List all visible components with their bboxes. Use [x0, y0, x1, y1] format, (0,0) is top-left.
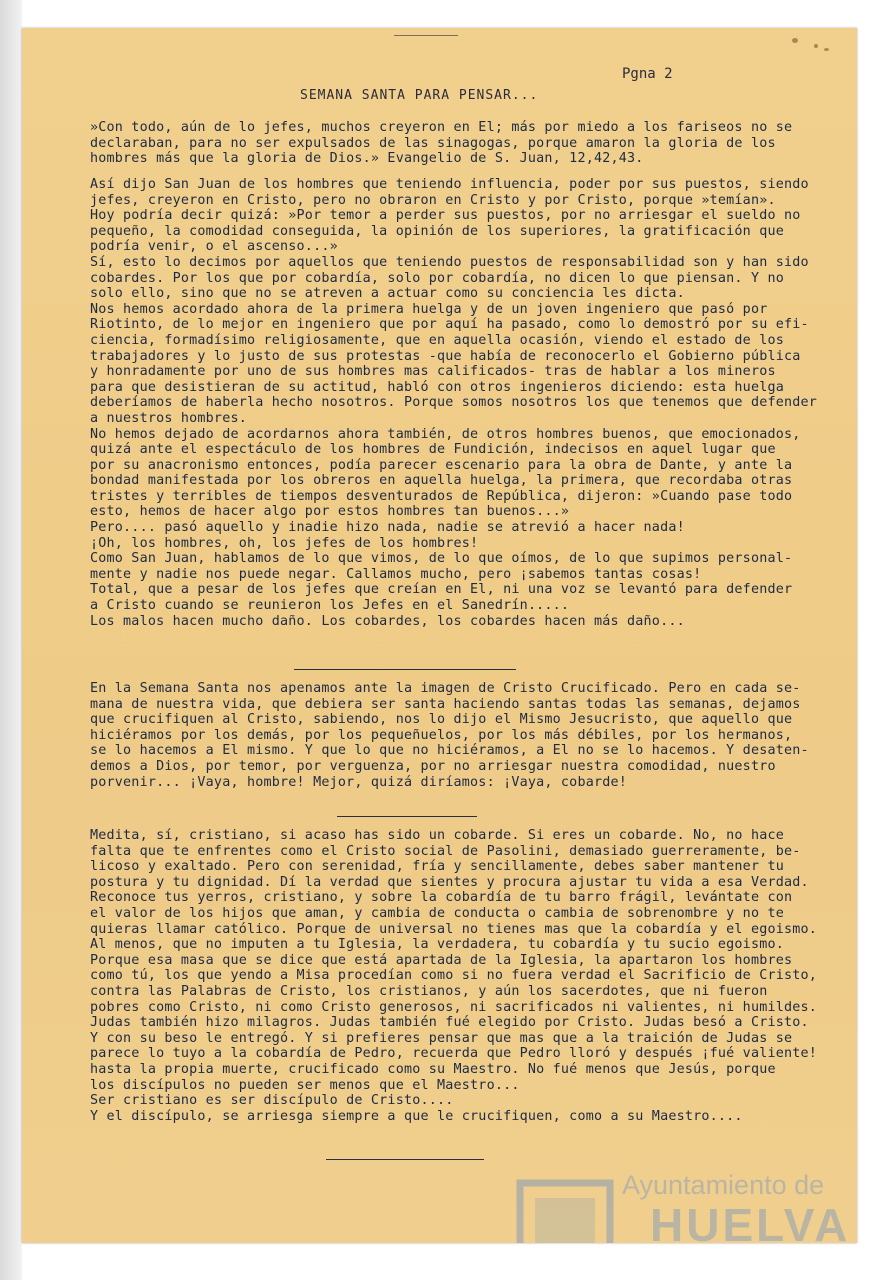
stain-mark: [814, 44, 818, 48]
top-mark: [394, 35, 458, 36]
section-divider: [326, 1159, 484, 1160]
section-divider: [337, 816, 477, 817]
document-page: [22, 28, 857, 1243]
scan-background-edge: [0, 0, 22, 1280]
city-seal-watermark-icon: [510, 1163, 620, 1243]
stain-mark: [824, 48, 829, 51]
section-divider: [294, 669, 516, 670]
page-number: Pgna 2: [622, 66, 673, 82]
body-paragraph-holy-week: En la Semana Santa nos apenamos ante la imagen de Cristo Crucificado. Pero en cada se- mana de nuestra vida, que debiera ser santa haciendo santas todas las semanas, dejamos que crucifiquen al Cristo, sabiendo, nos lo dijo el Mismo Jesucristo, que aquello que hiciéramos por los demás, por los pequeñuelos, por los más débiles, por los hermanos, se lo hacemos a El mismo. Y que lo que no hiciéramos, a El no se lo hacemos. Y desaten- demos a Dios, por temor, por verguenza, por no arriesgar nuestra comodidad, nuestro porvenir... ¡Vaya, hombre! Mejor, quizá diríamos: ¡Vaya, cobarde!: [90, 681, 809, 790]
body-paragraph-cowards: Así dijo San Juan de los hombres que teniendo influencia, poder por sus puestos, siendo jefes, creyeron en Cristo, pero no obraron en Cristo y por Cristo, porque »temían». Hoy podría decir quizá: »Por temor a perder sus puestos, por no arriesgar el sueldo no pequeño, la comodidad conseguida, la opinión de los superiores, la gratificación que podría venir, o el ascenso...» Sí, esto lo decimos por aquellos que teniendo puestos de responsabilidad son y han sido cobardes. Por los que por cobardía, solo por cobardía, no dicen lo que piensan. Y no solo ello, sino que no se atreven a actuar como su conciencia les dicta. Nos hemos acordado ahora de la primera huelga y de un joven ingeniero que pasó por Riotinto, de lo mejor en ingeniero que por aquí ha pasado, como lo demostró por su efi- ciencia, formadísimo religiosamente, que en aquella ocasión, viendo el estado de los trabajadores y lo justo de sus protestas -que había de reconocerlo el Gobierno pública y honradamente por uno de sus hombres mas calificados- tras de hablar a los mineros para que desistieran de su actitud, habló con otros ingenieros diciendo: esta huelga deberíamos de haberla hecho nosotros. Porque somos nosotros los que tenemos que defender a nuestros hombres. No hemos dejado de acordarnos ahora también, de otros hombres buenos, que emocionados, quizá ante el espectáculo de los hombres de Fundición, indecisos en aquel lugar que por su anacronismo entonces, podía parecer escenario para la obra de Dante, y ante la bondad manifestada por los obreros en aquella huelga, la primera, que recordaba otras tristes y terribles de tiempos desventurados de República, dijeron: »Cuando pase todo esto, hemos de hacer algo por estos hombres tan buenos...» Pero.... pasó aquello y inadie hizo nada, nadie se atrevió a hacer nada! ¡Oh, los hombres, oh, los jefes de los hombres! Como San Juan, hablamos de lo que vimos, de lo que oímos, de lo que supimos personal- mente y nadie nos puede negar. Callamos mucho, pero ¡sabemos tantas cosas! Total, que a pesar de los jefes que creían en El, ni una voz se levantó para defender a Cristo cuando se reunieron los Jefes en el Sanedrín..... Los malos hacen mucho daño. Los cobardes, los cobardes hacen más daño...: [90, 177, 818, 629]
stain-mark: [792, 38, 798, 43]
watermark-line-1: Ayuntamiento de: [622, 1170, 825, 1200]
watermark-line-2: HUELVA: [650, 1199, 851, 1243]
body-paragraph-meditate: Medita, sí, cristiano, si acaso has sido un cobarde. Si eres un cobarde. No, no hace falta que te enfrentes como el Cristo social de Pasolini, demasiado guerreramente, be- licoso y exaltado. Pero con serenidad, fría y sencillamente, debes saber mantener tu postura y tu dignidad. Dí la verdad que sientes y procura ajustar tu vida a esa Verdad. Reconoce tus yerros, cristiano, y sobre la cobardía de tu barro frágil, levántate con el valor de los hijos que aman, y cambia de conducta o cambia de sobrenombre y no te quieras llamar católico. Porque de universal no tienes mas que la cobardía y el egoismo. Al menos, que no imputen a tu Iglesia, la verdadera, tu cobardía y tu sucio egoismo. Porque esa masa que se dice que está apartada de la Iglesia, la apartaron los hombres como tú, los que yendo a Misa procedían como si no fuera verdad el Sacrificio de Cristo, contra las Palabras de Cristo, los cristianos, y aún los sacerdotes, que ni fueron pobres como Cristo, ni como Cristo generosos, ni sacrificados ni valientes, ni humildes. Judas también hizo milagros. Judas también fué elegido por Cristo. Judas besó a Cristo. Y con su beso le entregó. Y si prefieres pensar que mas que a la traición de Judas se parece lo tuyo a la cobardía de Pedro, recuerda que Pedro lloró y después ¡fué valiente! hasta la propia muerte, crucificado como su Maestro. No fué menos que Jesús, porque los discípulos no pueden ser menos que el Maestro... Ser cristiano es ser discípulo de Cristo.... Y el discípulo, se arriesga siempre a que le crucifiquen, como a su Maestro....: [90, 828, 818, 1124]
page-title: SEMANA SANTA PARA PENSAR...: [300, 88, 539, 103]
opening-quote-paragraph: »Con todo, aún de lo jefes, muchos creyeron en El; más por miedo a los fariseos no se declaraban, para no ser expulsados de las sinagogas, porque amaron la gloria de los hombres más que la gloria de Dios.» Evangelio de S. Juan, 12,42,43.: [90, 120, 793, 167]
